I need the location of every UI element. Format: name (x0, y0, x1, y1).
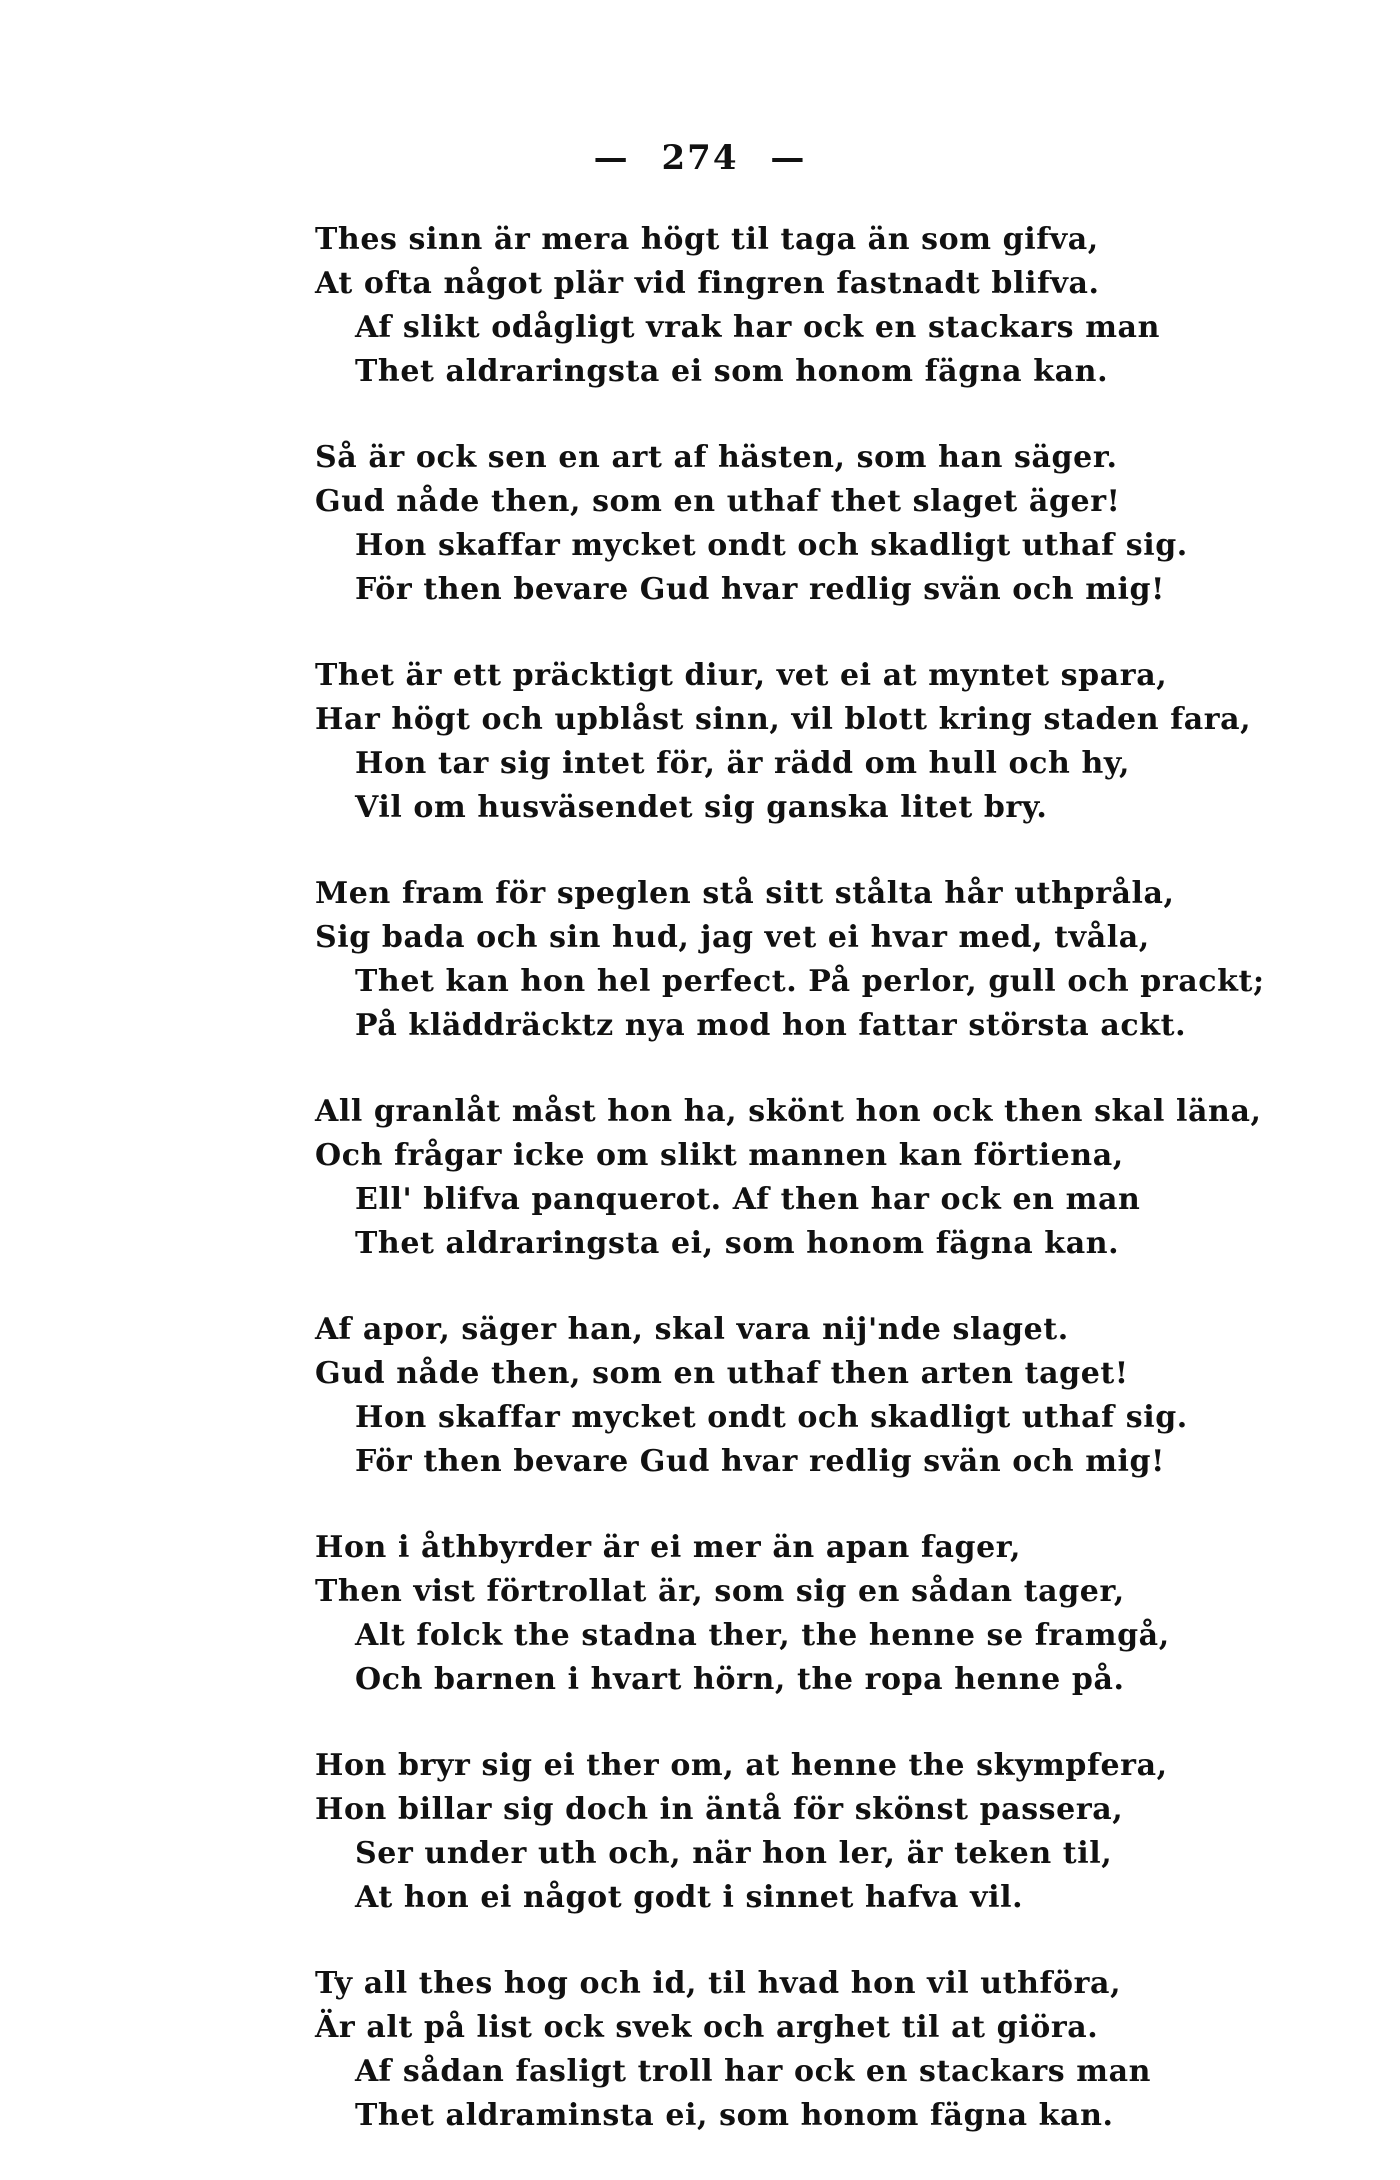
stanza (315, 1526, 1375, 1702)
poem-line: Af apor, säger han, skal vara nij'nde slaget. (315, 1312, 1069, 1347)
poem-line: Thet är ett präcktigt diur, vet ei at myntet spara, (315, 658, 1168, 693)
poem-line: Thes sinn är mera högt til taga än som gifva, (315, 222, 1099, 257)
poem-line: Är alt på list ock svek och arghet til at giöra. (315, 2010, 1099, 2045)
stanza (315, 654, 1375, 830)
poem-line: Hon tar sig intet för, är rädd om hull och hy, (355, 746, 1131, 781)
poem-line: Alt folck the stadna ther, the henne se framgå, (355, 1618, 1170, 1653)
poem-line: Ell' blifva panquerot. Af then har ock en man (355, 1182, 1141, 1217)
poem-line: All granlåt måst hon ha, skönt hon ock then skal läna, (315, 1094, 1262, 1129)
stanza (315, 1090, 1375, 1266)
poem-line: Och frågar icke om slikt mannen kan förtiena, (315, 1138, 1124, 1173)
poem-line: Then vist förtrollat är, som sig en sådan tager, (315, 1574, 1125, 1609)
stanza (315, 872, 1375, 1048)
poem-line: Ty all thes hog och id, til hvad hon vil uthföra, (315, 1966, 1122, 2001)
page-number-dash-left: — (593, 138, 630, 178)
poem-line: Sig bada och sin hud, jag vet ei hvar med, tvåla, (315, 920, 1150, 955)
poem-line: Och barnen i hvart hörn, the ropa henne på. (355, 1662, 1125, 1697)
poem-line: Ser under uth och, när hon ler, är teken til, (355, 1836, 1113, 1871)
poem-line: För then bevare Gud hvar redlig svän och mig! (355, 572, 1165, 607)
poem-line: För then bevare Gud hvar redlig svän och mig! (355, 1444, 1165, 1479)
poem-body (315, 218, 1375, 2180)
poem-line: På kläddräcktz nya mod hon fattar största ackt. (355, 1008, 1187, 1043)
poem-line: Har högt och upblåst sinn, vil blott kring staden fara, (315, 702, 1252, 737)
page-number-dash-right: — (770, 138, 807, 178)
poem-line: Thet aldraringsta ei, som honom fägna kan. (355, 1226, 1120, 1261)
poem-line: Hon skaffar mycket ondt och skadligt uthaf sig. (355, 528, 1188, 563)
poem-line: Hon i åthbyrder är ei mer än apan fager, (315, 1530, 1022, 1565)
poem-line: Af slikt odågligt vrak har ock en stackars man (355, 310, 1161, 345)
poem-line: Thet aldraringsta ei som honom fägna kan. (355, 354, 1109, 389)
stanza (315, 218, 1375, 394)
stanza (315, 436, 1375, 612)
poem-line: Gud nåde then, som en uthaf thet slaget äger! (315, 484, 1121, 519)
poem-line: At hon ei något godt i sinnet hafva vil. (355, 1880, 1024, 1915)
poem-line: Thet aldraminsta ei, som honom fägna kan. (355, 2098, 1114, 2133)
poem-line: Af sådan fasligt troll har ock en stackars man (355, 2054, 1152, 2089)
poem-line: Thet kan hon hel perfect. På perlor, gull och prackt; (355, 964, 1265, 999)
stanza (315, 1744, 1375, 1920)
page-number: 274 (661, 138, 739, 178)
poem-line: Hon bryr sig ei ther om, at henne the skympfera, (315, 1748, 1168, 1783)
poem-line: Vil om husväsendet sig ganska litet bry. (355, 790, 1048, 825)
poem-line: Hon billar sig doch in äntå för skönst passera, (315, 1792, 1124, 1827)
stanza (315, 1962, 1375, 2138)
poem-line: At ofta något plär vid fingren fastnadt blifva. (315, 266, 1100, 301)
poem-line: Så är ock sen en art af hästen, som han säger. (315, 440, 1118, 475)
stanza (315, 1308, 1375, 1484)
page-number-header (0, 138, 1400, 178)
poem-line: Hon skaffar mycket ondt och skadligt uthaf sig. (355, 1400, 1188, 1435)
poem-line: Men fram för speglen stå sitt stålta hår uthpråla, (315, 876, 1175, 911)
poem-line: Gud nåde then, som en uthaf then arten taget! (315, 1356, 1129, 1391)
